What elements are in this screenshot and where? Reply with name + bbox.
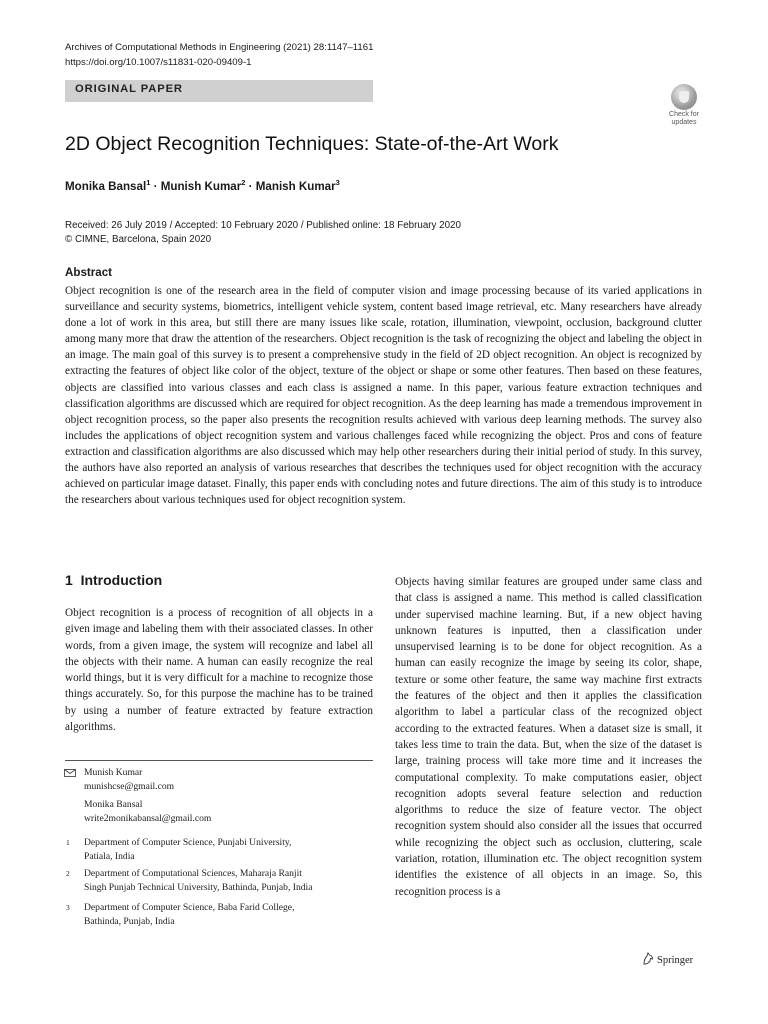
abstract-heading: Abstract [65,266,113,279]
author-separator: · [248,179,253,193]
introduction-left-column: Object recognition is a process of recognition of all objects in a given image and labeling them with their associated classes. In other words, from a given image, the system will recognize and label all the objects with their name. A human can easily recognize the real world things, but it is very difficult for a machine to recognize those things accurately. So, for this purpose the machine has to be trained by using a number of feature extracted by feature extraction algorithms. [65,607,373,734]
corresponding-author-2 [84,798,211,827]
paper-title: 2D Object Recognition Techniques: State-of-the-Art Work [65,133,559,155]
copyright-line: © CIMNE, Barcelona, Spain 2020 [65,233,212,245]
section-heading-introduction [65,572,162,588]
publication-dates [65,219,461,246]
section-title: Introduction [80,572,163,588]
publisher-name: Springer [657,955,694,966]
author-2[interactable]: Munish Kumar$^2$ [160,178,246,193]
section-number: 1 [65,572,73,588]
check-updates-line2: updates [671,118,697,126]
author-list [65,178,340,193]
corresponding-name: Monika Bansal [84,799,143,810]
abstract-body: Object recognition is one of the research area in the field of computer vision and image processing because of its varied applications in surveillance and security systems, biometrics, intelligent vehicle system, content based image retrieval, etc. Many researchers have already done a lot of work in this area, but still there are many issues like scale, rotation, illumination, viewpoint, occlusion, background clutter among many more that draw the attention of the researchers. Object recognition is the task of recognizing the object and labeling the object in an image. The main goal of this survey is to present a comprehensive study in the field of 2D object recognition. An object is recognized by extracting the features of object like color of the object, texture of the object or shape or some other features. Then based on these features, objects are classified into various classes and each class is assigned a name. In this paper, various feature extraction techniques and classification algorithms are discussed which are required for object recognition. As the deep learning has made a tremendous improvement in object recognition process, so the paper also presents the recognition results achieved with various deep learning methods. The survey also includes the applications of object recognition system and various challenges faced while recognizing the object. Pros and cons of feature extraction and classification algorithms are also discussed which may help other researchers during their initial period of study. In this survey, the authors have also reported an analysis of various researches that describes the techniques used for object recognition with the accuracy achieved on particular image dataset. Finally, this paper ends with concluding notes and future directions. The aim of this study is to introduce the researchers about various techniques used for object recognition system. [65,285,702,507]
check-updates-line1: Check for [669,111,699,118]
footnote-divider [65,760,373,761]
journal-citation: Archives of Computational Methods in Engineering (2021) 28:1147–1161 [65,42,374,53]
author-1[interactable]: Monika Bansal$^1$ [65,178,151,193]
check-for-updates-badge[interactable] [664,84,704,126]
affiliation-3: Department of Computer Science, Baba Farid College, Bathinda, Punjab, India [84,902,295,928]
publication-history: Received: 26 July 2019 / Accepted: 10 February 2020 / Published online: 18 February 2020 [65,220,461,231]
author-3[interactable]: Manish Kumar$^3$ [255,178,340,193]
affiliation-number: 1 [66,838,70,847]
author-separator: · [153,179,158,193]
corresponding-author-1 [84,766,174,795]
affiliation-number: 2 [66,869,70,878]
journal-header [65,40,373,70]
introduction-right-column: Objects having similar features are grouped under same class and that class is assigned a name. This method is called classification under supervised machine learning. But, if a new object having unknown features is inputted, then a classification under unsupervised learning is to be done for object recognition. As a human can easily recognize the image by seeing its color, shape, texture or some other feature, the same way machine first extracts the features of the object and then it applies the classification algorithm to label a particular class of the recognized object according to the extracted features. When a dataset size is small, it takes less time to train the data. But, when the size of the dataset is large, training process will take more time and it increases the computational complexity. To make computations easier, object recognition adopts several feature selection and reduction algorithms to reduce the size of feature vector. The object recognition system should also consider all the issues that occurred while recognizing the object such as occlusion, cluttering, scale variation, rotation, illumination etc. The object recognition system identifies the existence of all objects in an image. So, this recognition process is a [395,576,702,898]
publisher-logo [642,952,693,966]
doi-link[interactable]: https://doi.org/10.1007/s11831-020-09409-1 [65,57,252,68]
springer-horse-icon [642,952,654,965]
affiliation-2: Department of Computational Sciences, Maharaja Ranjit Singh Punjab Technical University, Bathinda, Punjab, India [84,868,313,894]
check-for-updates-icon [671,84,697,110]
corresponding-name: Munish Kumar [84,767,143,778]
corresponding-email[interactable]: write2monikabansal@gmail.com [84,813,212,825]
affiliation-number: 3 [66,903,70,912]
article-type-label: ORIGINAL PAPER [75,83,183,95]
affiliation-1: Department of Computer Science, Punjabi University, Patiala, India [84,837,292,863]
envelope-icon [64,769,76,777]
article-type-banner [65,80,373,102]
corresponding-email[interactable]: munishcse@gmail.com [84,781,175,793]
